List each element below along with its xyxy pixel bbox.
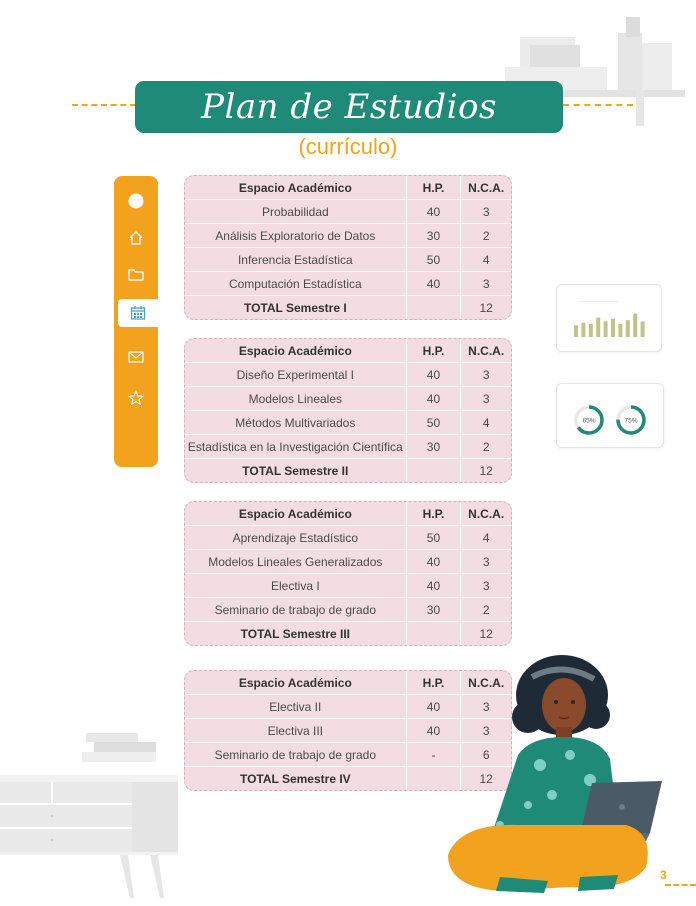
header-espacio: Espacio Académico xyxy=(238,180,352,195)
table-row xyxy=(185,271,511,295)
course-name: Computación Estadística xyxy=(228,276,362,291)
course-name: Diseño Experimental I xyxy=(236,367,355,382)
table-row xyxy=(185,223,511,247)
table-row xyxy=(185,434,511,458)
widget-bar xyxy=(589,324,593,337)
nav-item-mail[interactable] xyxy=(114,343,158,371)
donut-chart-svg xyxy=(557,384,663,447)
bar-chart-svg xyxy=(557,285,661,351)
widget-bar xyxy=(633,314,637,337)
course-name: Seminario de trabajo de grado xyxy=(214,602,377,617)
course-hp: 30 xyxy=(406,435,461,458)
home-icon xyxy=(128,230,144,246)
title-banner xyxy=(135,81,563,133)
course-nca: 3 xyxy=(460,363,511,386)
star-icon xyxy=(128,390,144,406)
widget-bar xyxy=(626,320,630,337)
dresser-svg xyxy=(0,730,180,901)
course-nca: 3 xyxy=(460,550,511,573)
table-row xyxy=(185,247,511,271)
semester-table-1 xyxy=(184,175,512,320)
widget-rule xyxy=(579,301,619,302)
course-hp: 50 xyxy=(406,526,461,549)
course-nca: 3 xyxy=(460,200,511,223)
page-number-dash xyxy=(665,884,696,886)
total-nca: 12 xyxy=(460,622,511,645)
nav-item-home[interactable] xyxy=(114,224,158,252)
title-dash-right xyxy=(563,104,633,106)
table-row xyxy=(185,525,511,549)
course-hp: 40 xyxy=(406,719,461,742)
course-hp: 40 xyxy=(406,695,461,718)
header-espacio: Espacio Académico xyxy=(238,506,352,521)
page-subtitle: (currículo) xyxy=(298,134,398,159)
table-row xyxy=(185,597,511,621)
widget-bar xyxy=(641,321,645,337)
course-hp: 40 xyxy=(406,550,461,573)
widget-bar xyxy=(618,324,622,337)
header-espacio: Espacio Académico xyxy=(238,675,352,690)
course-nca: 4 xyxy=(460,526,511,549)
header-hp: H.P. xyxy=(406,339,461,362)
page-number: 3 xyxy=(660,868,667,882)
course-name: Inferencia Estadística xyxy=(237,252,353,267)
course-name: Electiva I xyxy=(270,578,320,593)
total-hp xyxy=(406,622,461,645)
widget-bar xyxy=(574,325,578,337)
header-nca: N.C.A. xyxy=(460,502,511,525)
course-hp: 50 xyxy=(406,411,461,434)
widget-bar xyxy=(596,318,600,338)
total-label: TOTAL Semestre IV xyxy=(239,771,351,786)
course-hp: 30 xyxy=(406,598,461,621)
side-nav xyxy=(114,176,158,467)
table-row xyxy=(185,549,511,573)
course-nca: 4 xyxy=(460,411,511,434)
table-header-row xyxy=(185,502,511,525)
course-name: Probabilidad xyxy=(261,204,329,219)
nav-item-star[interactable] xyxy=(114,384,158,412)
header-hp: H.P. xyxy=(406,176,461,199)
table-header-row xyxy=(185,339,511,362)
course-nca: 6 xyxy=(460,743,511,766)
table-total-row xyxy=(185,295,511,319)
table-row xyxy=(185,362,511,386)
nav-item-folder[interactable] xyxy=(114,260,158,288)
donut-2 xyxy=(618,407,644,433)
header-nca: N.C.A. xyxy=(460,176,511,199)
total-nca: 12 xyxy=(460,296,511,319)
course-nca: 2 xyxy=(460,598,511,621)
total-label: TOTAL Semestre II xyxy=(242,463,349,478)
shelf-support xyxy=(636,90,644,126)
table-total-row xyxy=(185,621,511,645)
header-hp: H.P. xyxy=(406,671,461,694)
course-hp: 50 xyxy=(406,248,461,271)
course-nca: 3 xyxy=(460,695,511,718)
course-hp: 40 xyxy=(406,200,461,223)
header-nca: N.C.A. xyxy=(460,339,511,362)
total-label: TOTAL Semestre I xyxy=(243,300,347,315)
page-title: Plan de Estudios xyxy=(201,87,497,127)
course-name: Modelos Lineales Generalizados xyxy=(208,554,383,569)
total-hp xyxy=(406,296,461,319)
table-row xyxy=(185,573,511,597)
course-name: Electiva II xyxy=(269,699,322,714)
title-dash-left xyxy=(72,104,136,106)
donut-1 xyxy=(576,407,602,433)
course-nca: 3 xyxy=(460,387,511,410)
table-total-row xyxy=(185,458,511,482)
course-hp: 30 xyxy=(406,224,461,247)
course-name: Seminario de trabajo de grado xyxy=(214,747,377,762)
mail-icon xyxy=(128,351,144,363)
course-name: Aprendizaje Estadístico xyxy=(232,530,359,545)
total-nca: 12 xyxy=(460,459,511,482)
total-hp xyxy=(406,459,461,482)
course-name: Estadística en la Investigación Científica xyxy=(187,439,403,454)
donut-2-label: 75% xyxy=(624,417,638,425)
bar-chart-widget xyxy=(556,284,662,352)
student-illustration xyxy=(440,655,665,901)
course-nca: 3 xyxy=(460,719,511,742)
header-hp: H.P. xyxy=(406,502,461,525)
semester-table-3 xyxy=(184,501,512,646)
header-nca: N.C.A. xyxy=(460,671,511,694)
course-nca: 3 xyxy=(460,574,511,597)
widget-bar xyxy=(604,321,608,337)
table-row xyxy=(185,199,511,223)
widget-bar xyxy=(581,323,585,337)
nav-item-calendar[interactable] xyxy=(118,299,158,327)
course-hp: 40 xyxy=(406,272,461,295)
widget-bar xyxy=(611,319,615,337)
dresser-illustration xyxy=(0,730,180,901)
folder-icon xyxy=(128,267,144,281)
donut-widget xyxy=(556,383,664,448)
course-name: Métodos Multivariados xyxy=(235,415,356,430)
course-nca: 2 xyxy=(460,224,511,247)
course-name: Modelos Lineales xyxy=(248,391,343,406)
calendar-icon xyxy=(130,305,146,321)
table-row xyxy=(185,410,511,434)
table-header-row xyxy=(185,176,511,199)
course-nca: 4 xyxy=(460,248,511,271)
total-label: TOTAL Semestre III xyxy=(240,626,350,641)
circle-icon xyxy=(127,192,145,210)
course-hp: 40 xyxy=(406,363,461,386)
total-nca: 12 xyxy=(460,767,511,790)
student-with-laptop-svg xyxy=(440,655,665,901)
course-hp: 40 xyxy=(406,387,461,410)
semester-table-2 xyxy=(184,338,512,483)
course-hp: 40 xyxy=(406,574,461,597)
course-name: Análisis Exploratorio de Datos xyxy=(215,228,376,243)
course-hp: - xyxy=(406,743,461,766)
nav-item-circle[interactable] xyxy=(114,187,158,215)
course-name: Electiva III xyxy=(267,723,323,738)
header-espacio: Espacio Académico xyxy=(238,343,352,358)
donut-1-label: 65% xyxy=(582,417,596,425)
course-nca: 2 xyxy=(460,435,511,458)
table-row xyxy=(185,386,511,410)
course-nca: 3 xyxy=(460,272,511,295)
